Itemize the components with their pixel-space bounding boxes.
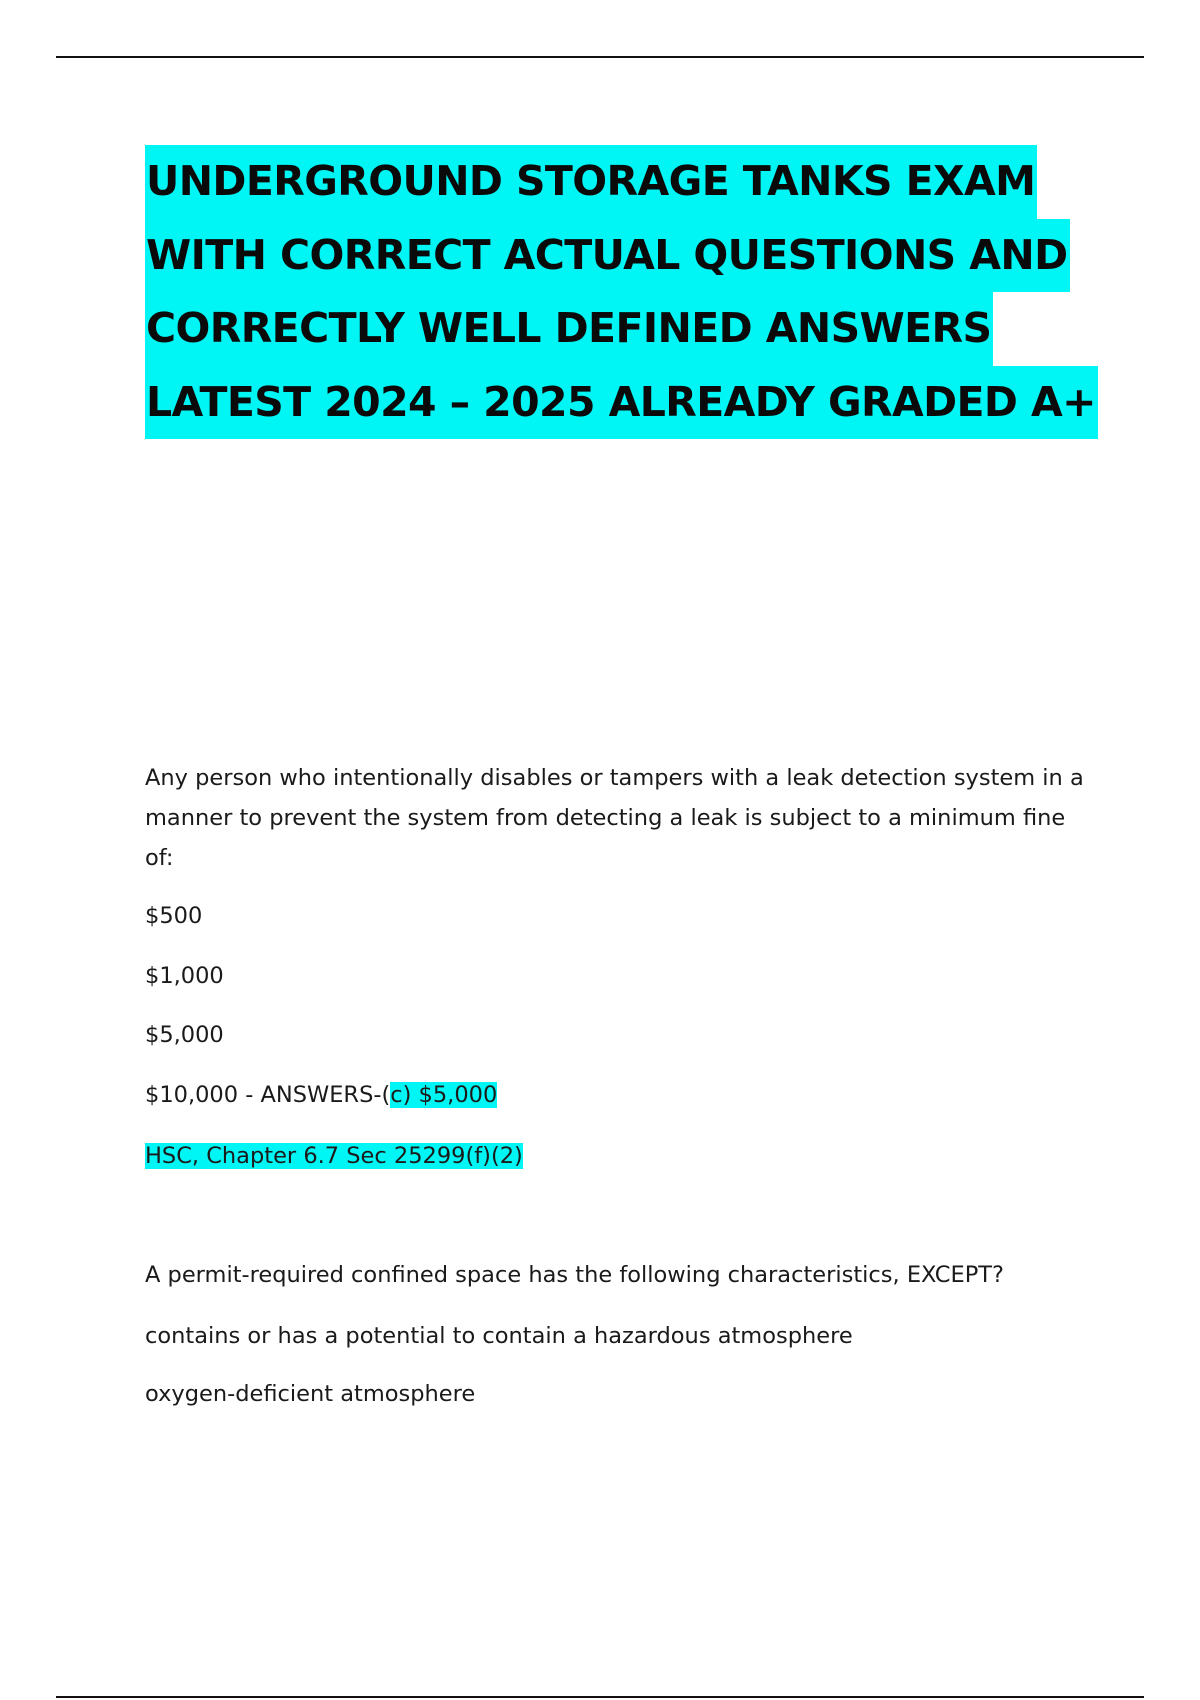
question-2-text: A permit-required confined space has the following characteristics, EXCEPT? (145, 1262, 1004, 1288)
header-rule (56, 56, 1144, 58)
question-2-option-1: contains or has a potential to contain a hazardous atmosphere (145, 1323, 853, 1349)
footer-rule (56, 1696, 1144, 1698)
question-1-text: Any person who intentionally disables or tampers with a leak detection system in a manner to prevent the system from detecting a leak is subject to a minimum fine of: (145, 765, 1084, 871)
question-1-option-1: $500 (145, 903, 203, 929)
title-line-2: WITH CORRECT ACTUAL QUESTIONS AND (145, 219, 1070, 293)
question-1-reference-text: HSC, Chapter 6.7 Sec 25299(f)(2) (145, 1143, 523, 1169)
question-1 (145, 758, 1085, 878)
question-2-option-2: oxygen-deficient atmosphere (145, 1381, 476, 1407)
document-title (145, 145, 1145, 439)
question-1-option-2: $1,000 (145, 963, 224, 989)
title-line-1: UNDERGROUND STORAGE TANKS EXAM (145, 145, 1037, 219)
question-1-option-4-prefix: $10,000 - ANSWERS-( (145, 1082, 391, 1108)
question-1-option-3: $5,000 (145, 1022, 224, 1048)
title-line-4: LATEST 2024 – 2025 ALREADY GRADED A+ (145, 366, 1098, 440)
question-1-option-4 (145, 1079, 497, 1111)
question-1-reference (145, 1140, 523, 1172)
title-line-3: CORRECTLY WELL DEFINED ANSWERS (145, 292, 993, 366)
question-1-answer: c) $5,000 (390, 1082, 498, 1108)
